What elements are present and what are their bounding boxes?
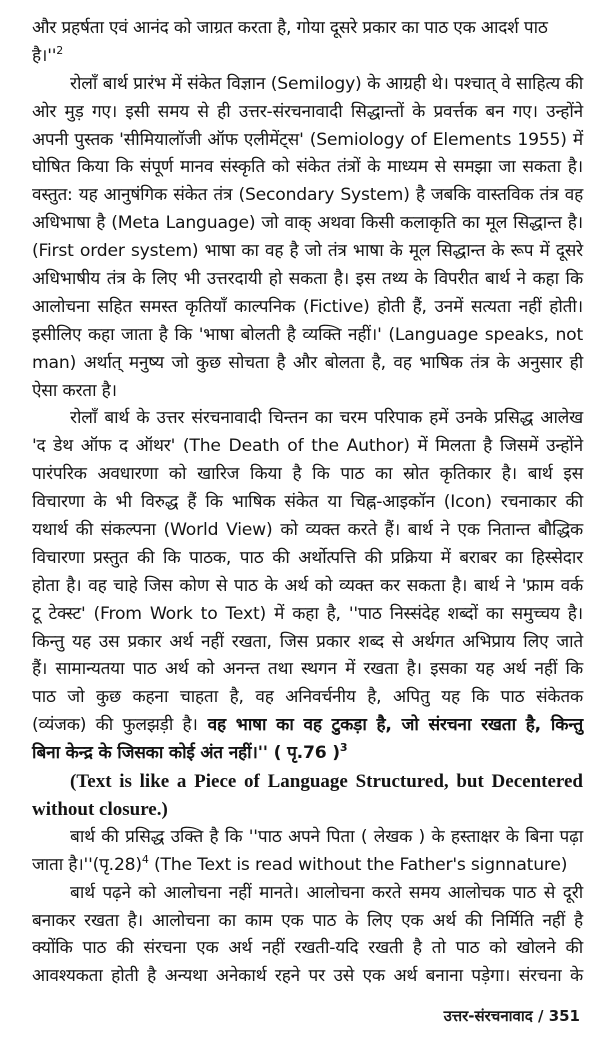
english-quote: without closure.) — [32, 798, 168, 820]
text-line: आवश्यकता होती है अन्यथा अनेकार्थ रहने पर उसे एक अर्थ बनाना पड़ेगा। संरचना के — [32, 966, 583, 987]
text-line: man) अर्थात् मनुष्य जो कुछ सोचता है और बोलता है, वह भाषिक तंत्र के अनुसार ही — [32, 352, 583, 373]
text-line: होता है। वह चाहे जिस कोण से पाठ के अर्थ को व्यक्त कर सकता है। बार्थ ने 'फ्राम वर्क — [32, 575, 583, 596]
document-page — [32, 15, 583, 991]
text-line: वस्तुत: यह आनुषंगिक संकेत तंत्र (Secondary System) है जबकि वास्तविक तंत्र वह — [32, 185, 583, 206]
text-line: टू टेक्स्ट' (From Work to Text) में कहा है, ''पाठ निस्संदेह शब्दों का समुच्चय है। — [32, 603, 583, 624]
bold-quote-line: बिना केन्द्र के जिसका कोई अंत नहीं।'' ( पृ.76 )$^3$ — [32, 741, 348, 764]
text-line: विचारणा के भी विरुद्ध हैं कि भाषिक संकेत या चिह्न-आइकॉन (Icon) रचनाकार की — [32, 492, 583, 513]
text-line: $है।''^2$ — [32, 43, 64, 66]
text-line: पारंपरिक अवधारणा को खारिज किया है कि पाठ का स्रोत कृतिकार है। बार्थ इस — [32, 464, 583, 485]
text-line: ओर मुड़ गए। इसी समय से ही उत्तर-संरचनावादी सिद्धान्तों के प्रवर्त्तक बन गए। उन्होंने — [32, 101, 583, 122]
paragraph-start: रोलाँ बार्थ प्रारंभ में संकेत विज्ञान (Semilogy) के आग्रही थे। पश्चात् वे साहित्य की — [70, 73, 583, 94]
text-line: यथार्थ की संकल्पना (World View) को व्यक्त करते हैं। बार्थ ने एक नितान्त बौद्धिक — [32, 520, 583, 541]
footnote-ref: 3 — [339, 741, 348, 755]
english-quote: (Text is like a Piece of Language Structured, but Decentered — [70, 771, 583, 793]
text-line: बनाकर रखता है। आलोचना का काम एक पाठ के लिए एक अर्थ की निर्मिति नहीं है — [32, 910, 583, 931]
text-line: ऐसा करता है। — [32, 380, 117, 401]
text-line: इसीलिए कहा जाता है कि 'भाषा बोलती है व्यक्ति नहीं।' (Language speaks, not — [32, 324, 583, 345]
footer-separator: / — [537, 1007, 544, 1025]
paragraph-start: बार्थ की प्रसिद्ध उक्ति है कि ''पाठ अपने पिता ( लेखक ) के हस्ताक्षर के बिना पढ़ा — [70, 826, 583, 847]
bold-quote: वह भाषा का वह टुकड़ा है, जो संरचना रखता है, किन्तु — [197, 715, 583, 736]
text-line: जाता है।''(पृ.28)$^4$ (The Text is read without the Father's signnature) — [32, 852, 568, 875]
text-line: पाठ जो कुछ कहना चाहता है, वह अनिवर्चनीय है, अपितु यह कि पाठ संकेतक — [32, 687, 583, 708]
text-line: (First order system) भाषा का वह है जो तंत्र भाषा के मूल सिद्धान्त के रूप में दूसरे — [32, 241, 583, 262]
text-line: (व्यंजक) की फुलझड़ी है। वह भाषा का वह टुकड़ा है, जो संरचना रखता है, किन्तु — [32, 715, 583, 736]
text-line: अधिभाषीय तंत्र के लिए भी उत्तरदायी हो सकता है। इस तथ्य के विपरीत बार्थ ने कहा कि — [32, 269, 583, 290]
running-title: उत्तर-संरचनावाद — [443, 1007, 533, 1025]
text-line: हैं। सामान्यतया पाठ अर्थ को अनन्त तथा स्थगन में रखता है। इसका यह अर्थ नहीं कि — [32, 659, 583, 680]
paragraph-start: रोलाँ बार्थ के उत्तर संरचनावादी चिन्तन का चरम परिपाक हमें उनके प्रसिद्ध आलेख — [70, 408, 583, 429]
text-line: अधिभाषा है (Meta Language) जो वाक् अथवा किसी कलाकृति का मूल सिद्धान्त है। — [32, 213, 583, 234]
text-line: क्योंकि पाठ की संरचना एक अर्थ नहीं रखती-यदि रखती है तो पाठ को खोलने की — [32, 938, 583, 959]
page-footer — [444, 1006, 580, 1026]
text-line: और प्रहर्षता एवं आनंद को जाग्रत करता है, गोया दूसरे प्रकार का पाठ एक आदर्श पाठ — [32, 18, 548, 38]
page-number: 351 — [548, 1007, 580, 1025]
text-line: 'द डेथ ऑफ द ऑथर' (The Death of the Author) में मिलता है जिसमें उन्होंने — [32, 436, 583, 457]
text-line: विचारणा प्रस्तुत की कि पाठक, पाठ की अर्थोत्पत्ति की प्रक्रिया में बराबर का हिस्सेदार — [32, 547, 583, 568]
text-line: किन्तु यह उस प्रकार अर्थ नहीं रखता, जिस प्रकार शब्द से अर्थगत अभिप्राय लिए जाते — [32, 631, 583, 652]
paragraph-start: बार्थ पढ़ने को आलोचना नहीं मानते। आलोचना करते समय आलोचक पाठ से दूरी — [70, 882, 583, 903]
text-line: घोषित किया कि संपूर्ण मानव संस्कृति को संकेत तंत्रों के माध्यम से समझा जा सकता है। — [32, 157, 583, 178]
footnote-ref: 4 — [141, 852, 149, 866]
text-line: अपनी पुस्तक 'सीमियालॉजी ऑफ एलीमेंट्स' (Semiology of Elements 1955) में — [32, 129, 583, 150]
text-line: आलोचना सहित समस्त कृतियाँ काल्पनिक (Fictive) होती हैं, उनमें सत्यता नहीं होती। — [32, 296, 583, 317]
footnote-ref: 2 — [56, 43, 64, 57]
